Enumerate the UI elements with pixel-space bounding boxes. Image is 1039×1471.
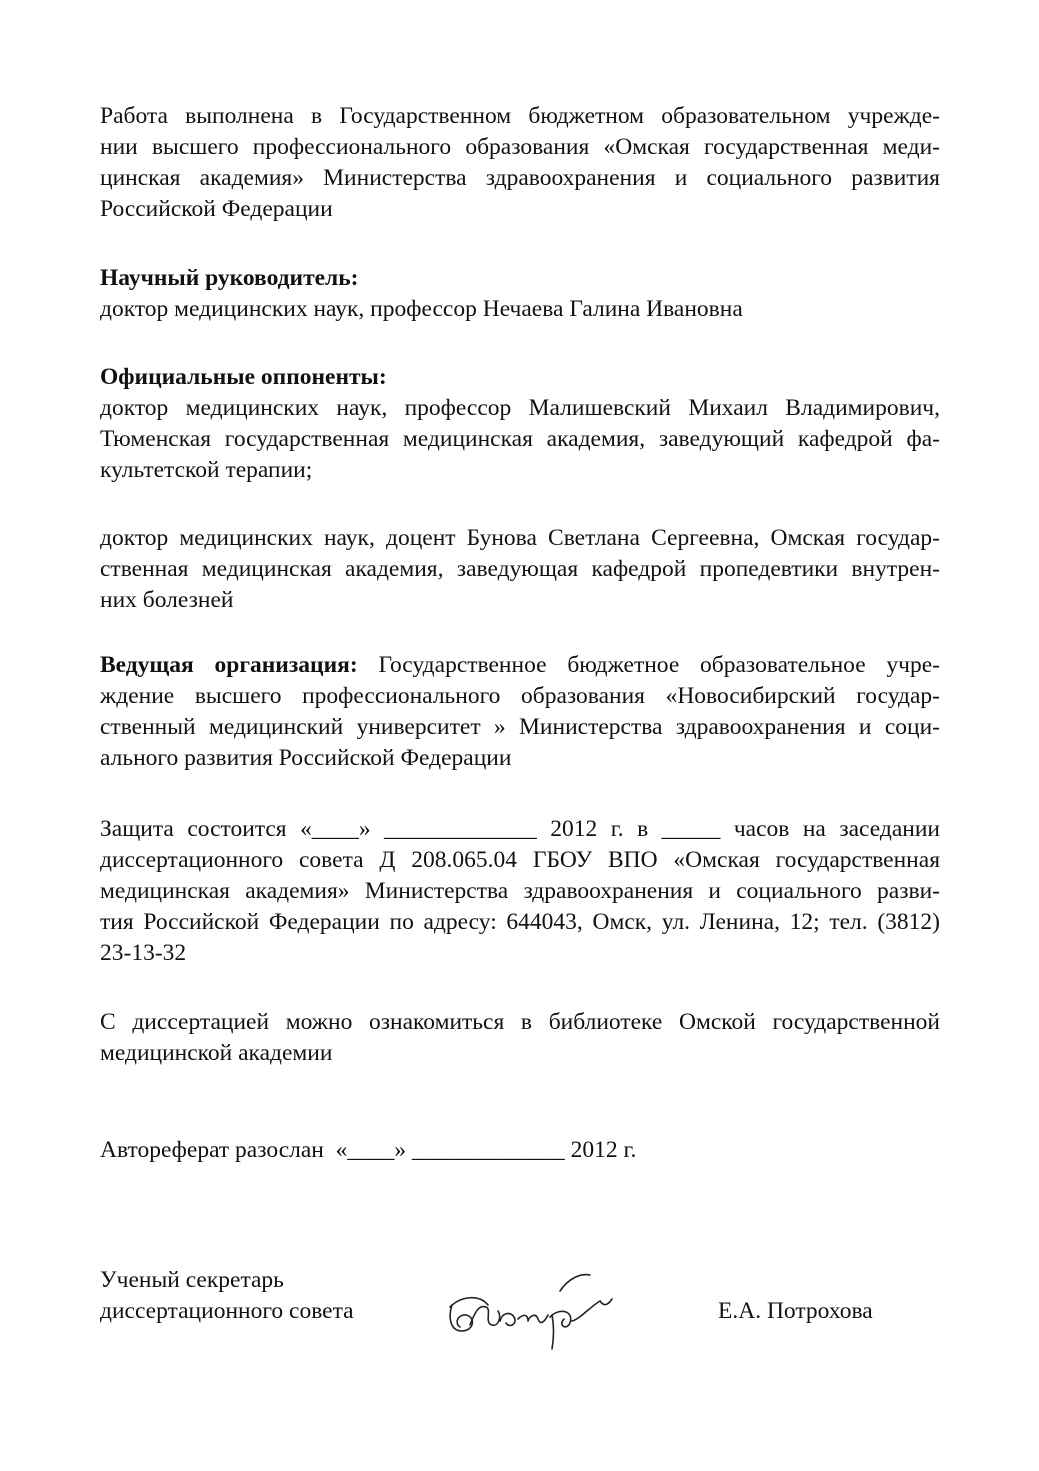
supervisor-section (100, 263, 940, 325)
defense-line: Защита состоится «____» _____________ 2012 г. в _____ часов на заседании (100, 816, 940, 842)
opponent-line: культетской терапии; (100, 457, 313, 483)
leading-org-text: Государственное бюджетное образовательное учре- (357, 652, 940, 678)
institution-paragraph (100, 101, 940, 225)
defense-line: диссертационного совета Д 208.065.04 ГБОУ ВПО «Омская государственная (100, 847, 940, 873)
leading-org-section (100, 650, 940, 774)
supervisor-text: доктор медицинских наук, профессор Нечаева Галина Ивановна (100, 296, 743, 322)
paragraph-line: нии высшего профессионального образования «Омская государственная меди- (100, 134, 940, 160)
defense-paragraph (100, 814, 940, 969)
defense-line: тия Российской Федерации по адресу: 644043, Омск, ул. Ленина, 12; тел. (3812) (100, 909, 940, 935)
opponent-line: них болезней (100, 587, 234, 613)
paragraph-line: Работа выполнена в Государственном бюджетном образовательном учрежде- (100, 103, 940, 129)
leading-org-first-line (100, 650, 940, 681)
opponent-second-paragraph (100, 523, 940, 616)
secretary-name: Е.А. Потрохова (718, 1298, 873, 1324)
defense-line: медицинская академия» Министерства здравоохранения и социального разви- (100, 878, 940, 904)
library-paragraph (100, 1007, 940, 1069)
opponent-line: доктор медицинских наук, профессор Малишевский Михаил Владимирович, (100, 395, 940, 421)
opponent-line: Тюменская государственная медицинская академия, заведующий кафедрой фа- (100, 426, 940, 452)
handwritten-signature (440, 1265, 630, 1355)
paragraph-line: Российской Федерации (100, 196, 333, 222)
opponents-heading: Официальные оппоненты: (100, 364, 387, 390)
leading-org-line: ального развития Российской Федерации (100, 745, 512, 771)
leading-org-heading: Ведущая организация: (100, 652, 358, 678)
library-line: С диссертацией можно ознакомиться в библиотеке Омской государственной (100, 1009, 940, 1035)
defense-line: 23-13-32 (100, 940, 187, 966)
paragraph-line: цинская академия» Министерства здравоохранения и социального развития (100, 165, 940, 191)
supervisor-heading: Научный руководитель: (100, 265, 359, 291)
leading-org-line: ственный медицинский университет » Министерства здравоохранения и соци- (100, 714, 940, 740)
dispatch-line (100, 1135, 940, 1166)
opponent-line: ственная медицинская академия, заведующая кафедрой пропедевтики внутрен- (100, 556, 940, 582)
opponent-line: доктор медицинских наук, доцент Бунова Светлана Сергеевна, Омская государ- (100, 525, 940, 551)
library-line: медицинской академии (100, 1040, 333, 1066)
leading-org-line: ждение высшего профессионального образования «Новосибирский государ- (100, 683, 940, 709)
secretary-title-line1: Ученый секретарь (100, 1267, 284, 1293)
opponents-section (100, 362, 940, 486)
dispatch-text: Автореферат разослан «____» _____________ 2012 г. (100, 1137, 637, 1163)
secretary-title-line2: диссертационного совета (100, 1298, 354, 1324)
